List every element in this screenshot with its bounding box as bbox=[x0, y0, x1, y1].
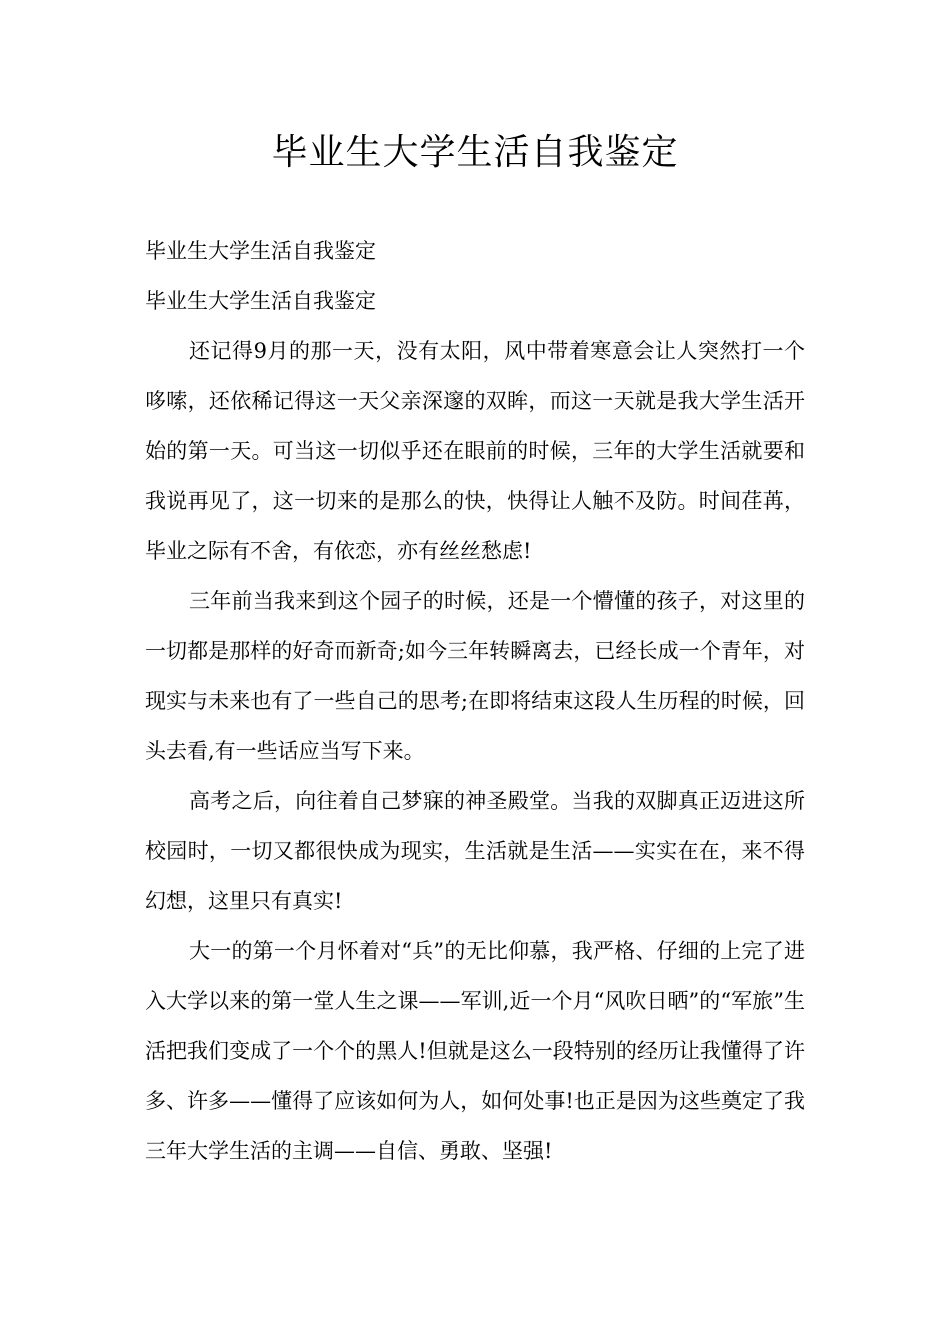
page-title: 毕业生大学生活自我鉴定 bbox=[271, 132, 679, 173]
body-paragraph: 高考之后，向往着自己梦寐的神圣殿堂。当我的双脚真正迈进这所校园时，一切又都很快成为现实，生活就是生活——实实在在，来不得幻想，这里只有真实! bbox=[145, 789, 805, 913]
subtitle-line: 毕业生大学生活自我鉴定 bbox=[145, 239, 376, 263]
body-paragraph: 大一的第一个月怀着对“兵”的无比仰慕，我严格、仔细的上完了进入大学以来的第一堂人生之课——军训,近一个月“风吹日晒”的“军旅”生活把我们变成了一个个的黑人!但就是这么一段特别的经历让我懂得了许多、许多——懂得了应该如何为人，如何处事!也正是因为这些奠定了我三年大学生活的主调——自信、勇敢、坚强! bbox=[145, 939, 805, 1163]
body-paragraph: 还记得9月的那一天，没有太阳，风中带着寒意会让人突然打一个哆嗦，还依稀记得这一天父亲深邃的双眸，而这一天就是我大学生活开始的第一天。可当这一切似乎还在眼前的时候，三年的大学生活就要和我说再见了，这一切来的是那么的快，快得让人触不及防。时间荏苒，毕业之际有不舍，有依恋，亦有丝丝愁虑! bbox=[145, 339, 805, 563]
body-paragraph: 三年前当我来到这个园子的时候，还是一个懵懂的孩子，对这里的一切都是那样的好奇而新奇;如今三年转瞬离去，已经长成一个青年，对现实与未来也有了一些自己的思考;在即将结束这段人生历程的时候，回头去看,有一些话应当写下来。 bbox=[145, 589, 805, 763]
document-body bbox=[145, 226, 805, 1176]
subtitle-line: 毕业生大学生活自我鉴定 bbox=[145, 289, 376, 313]
